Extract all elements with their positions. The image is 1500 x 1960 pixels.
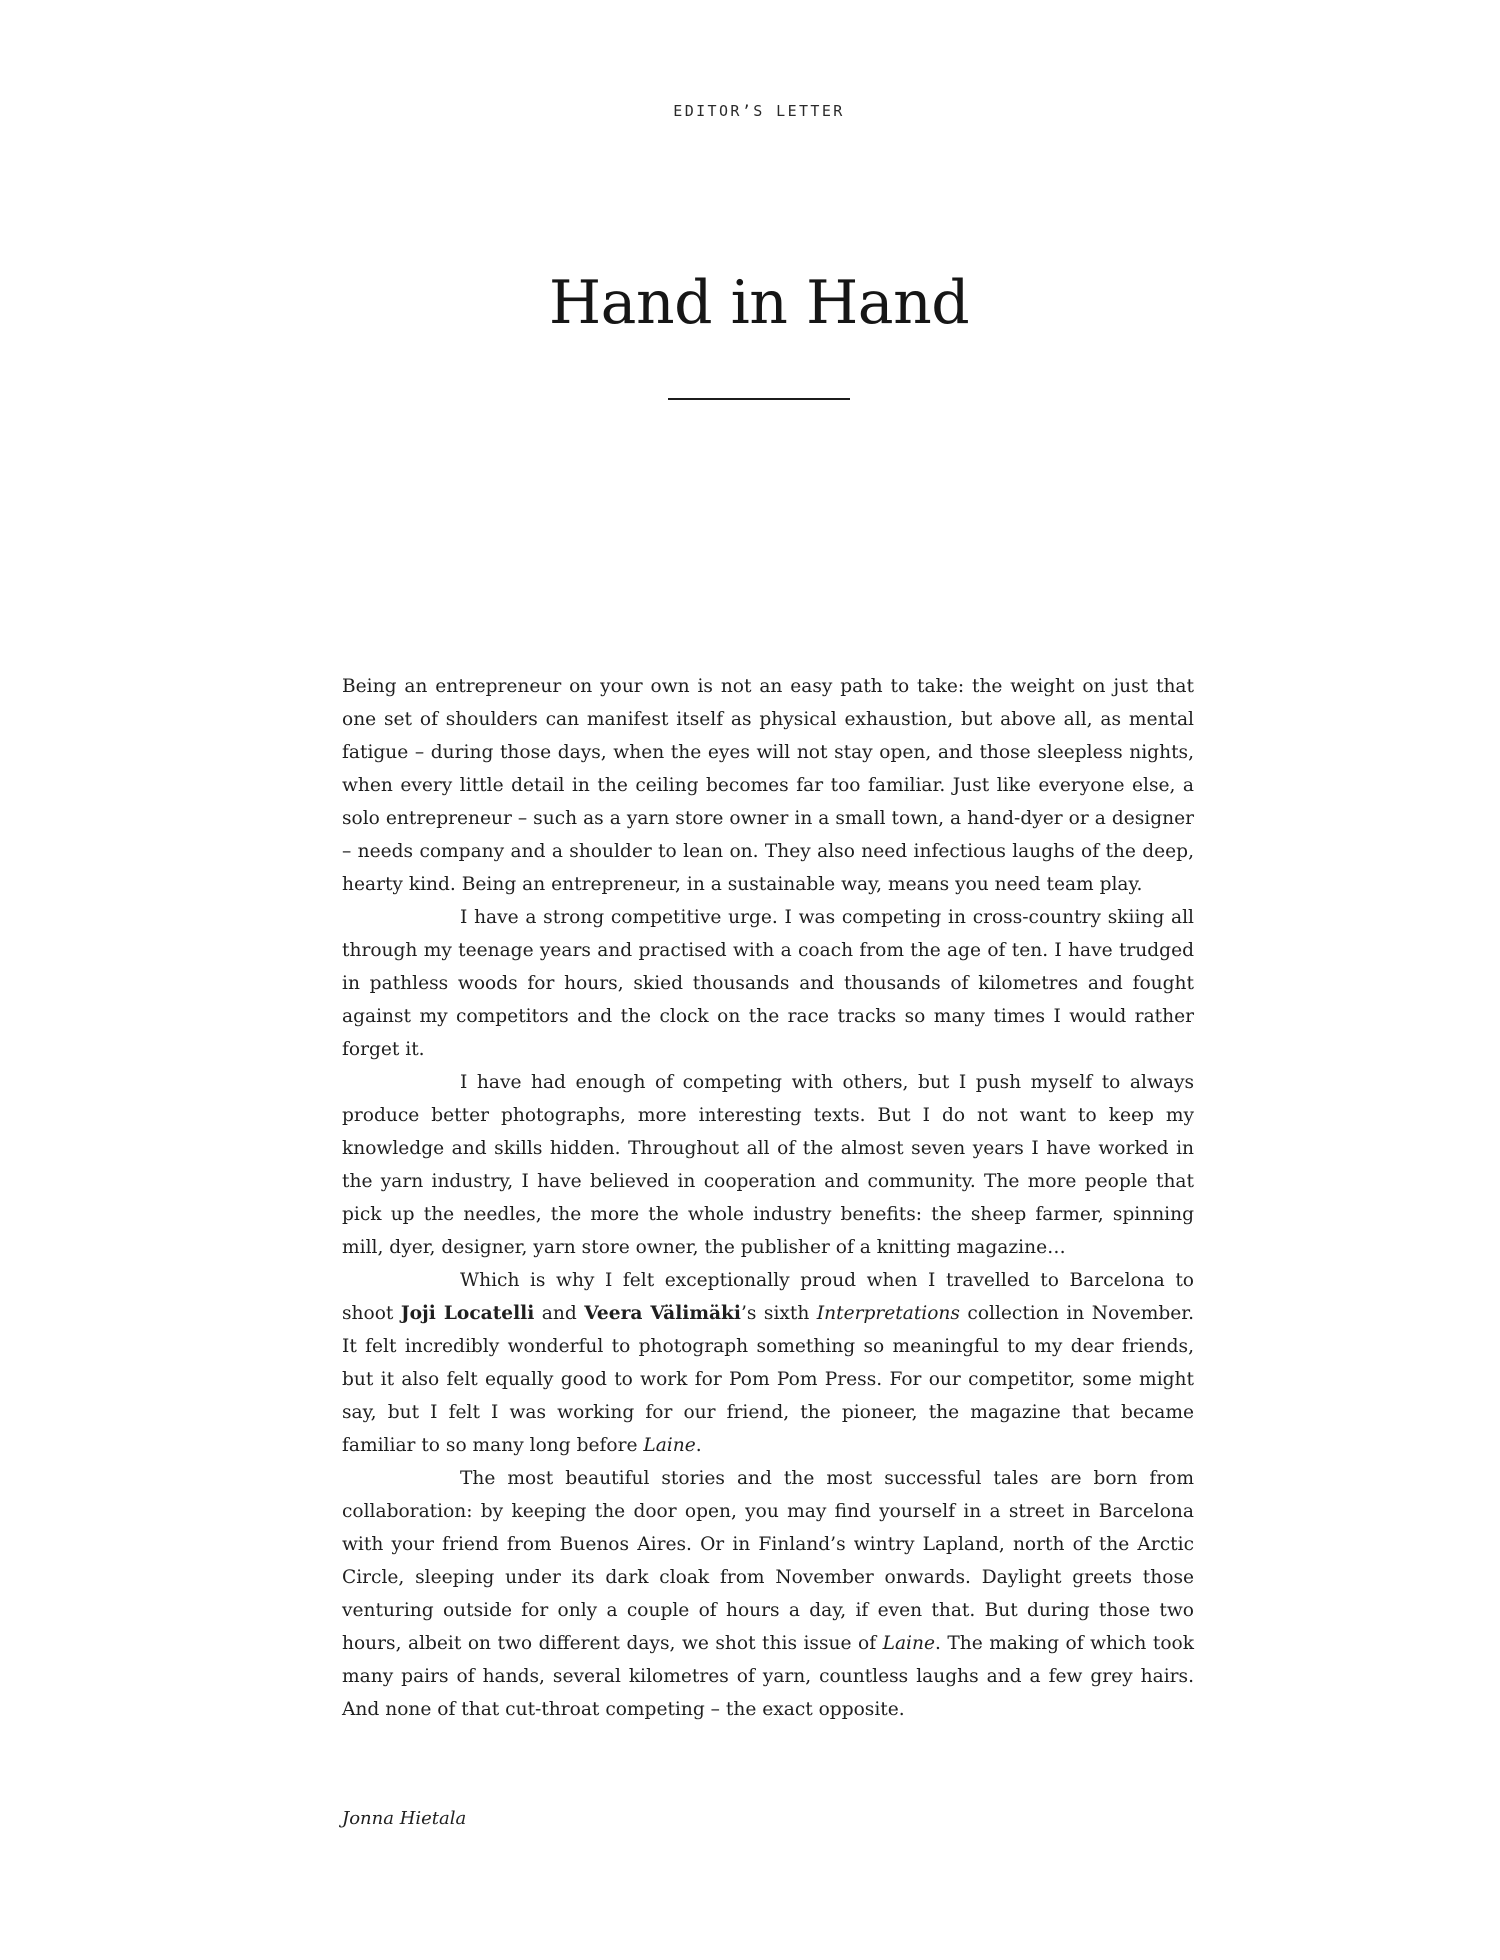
body-paragraph <box>342 901 1194 1066</box>
paragraph-text: . <box>695 1435 702 1456</box>
bold-text: Joji Locatelli <box>400 1303 535 1324</box>
body-paragraph <box>342 670 1194 901</box>
paragraph-text: collection in November. It felt incredibly wonderful to photograph something so meaningful to my dear friends, but it also felt equally good to work for Pom Pom Press. For our competitor, some might say, but I felt I was working for our friend, the pioneer, the magazine that became familiar to so many long before <box>342 1303 1195 1456</box>
article-title: Hand in Hand <box>548 268 970 338</box>
paragraph-text: Which is why I felt exceptionally proud when I travelled to Barcelona to shoot <box>342 1270 1194 1324</box>
article-body <box>342 670 1194 1726</box>
paragraph-text: Being an entrepreneur on your own is not an easy path to take: the weight on just that one set of shoulders can manifest itself as physical exhaustion, but above all, as mental fatigue – during those days, when the eyes will not stay open, and those sleepless nights, when every little detail in the ceiling becomes far too familiar. Just like everyone else, a solo entrepreneur – such as a yarn store owner in a small town, a hand-dyer or a designer – needs company and a shoulder to lean on. They also need infectious laughs of the deep, hearty kind. Being an entrepreneur, in a sustainable way, means you need team play. <box>342 676 1194 895</box>
section-label: EDITOR’S LETTER <box>673 102 845 120</box>
paragraph-text: I have had enough of competing with others, but I push myself to always produce better photographs, more interesting texts. But I do not want to keep my knowledge and skills hidden. Throughout all of the almost seven years I have worked in the yarn industry, I have believed in cooperation and community. The more people that pick up the needles, the more the whole industry benefits: the sheep farmer, spinning mill, dyer, designer, yarn store owner, the publisher of a knitting magazine… <box>342 1072 1194 1258</box>
italic-text: Interpretations <box>816 1303 960 1324</box>
body-paragraph <box>342 1066 1194 1264</box>
bold-text: Veera Välimäki <box>584 1303 741 1324</box>
paragraph-text: . The making of which took many pairs of hands, several kilometres of yarn, countless laughs and a few grey hairs. And none of that cut-throat competing – the exact opposite. <box>342 1633 1194 1720</box>
italic-text: Laine <box>882 1633 935 1654</box>
italic-text: Laine <box>643 1435 696 1456</box>
paragraph-text: ’s sixth <box>741 1303 817 1324</box>
body-paragraph <box>342 1462 1194 1726</box>
paragraph-text: and <box>534 1303 585 1324</box>
body-paragraph <box>342 1264 1194 1462</box>
paragraph-text: The most beautiful stories and the most successful tales are born from collaboration: by keeping the door open, you may find yourself in a street in Barcelona with your friend from Buenos Aires. Or in Finland’s wintry Lapland, north of the Arctic Circle, sleeping under its dark cloak from November onwards. Daylight greets those venturing outside for only a couple of hours a day, if even that. But during those two hours, albeit on two different days, we shot this issue of <box>342 1468 1194 1654</box>
title-divider <box>668 398 850 400</box>
paragraph-text: I have a strong competitive urge. I was competing in cross-country skiing all through my teenage years and practised with a coach from the age of ten. I have trudged in pathless woods for hours, skied thousands and thousands of kilometres and fought against my competitors and the clock on the race tracks so many times I would rather forget it. <box>342 907 1194 1060</box>
author-signature: Jonna Hietala <box>342 1808 467 1829</box>
